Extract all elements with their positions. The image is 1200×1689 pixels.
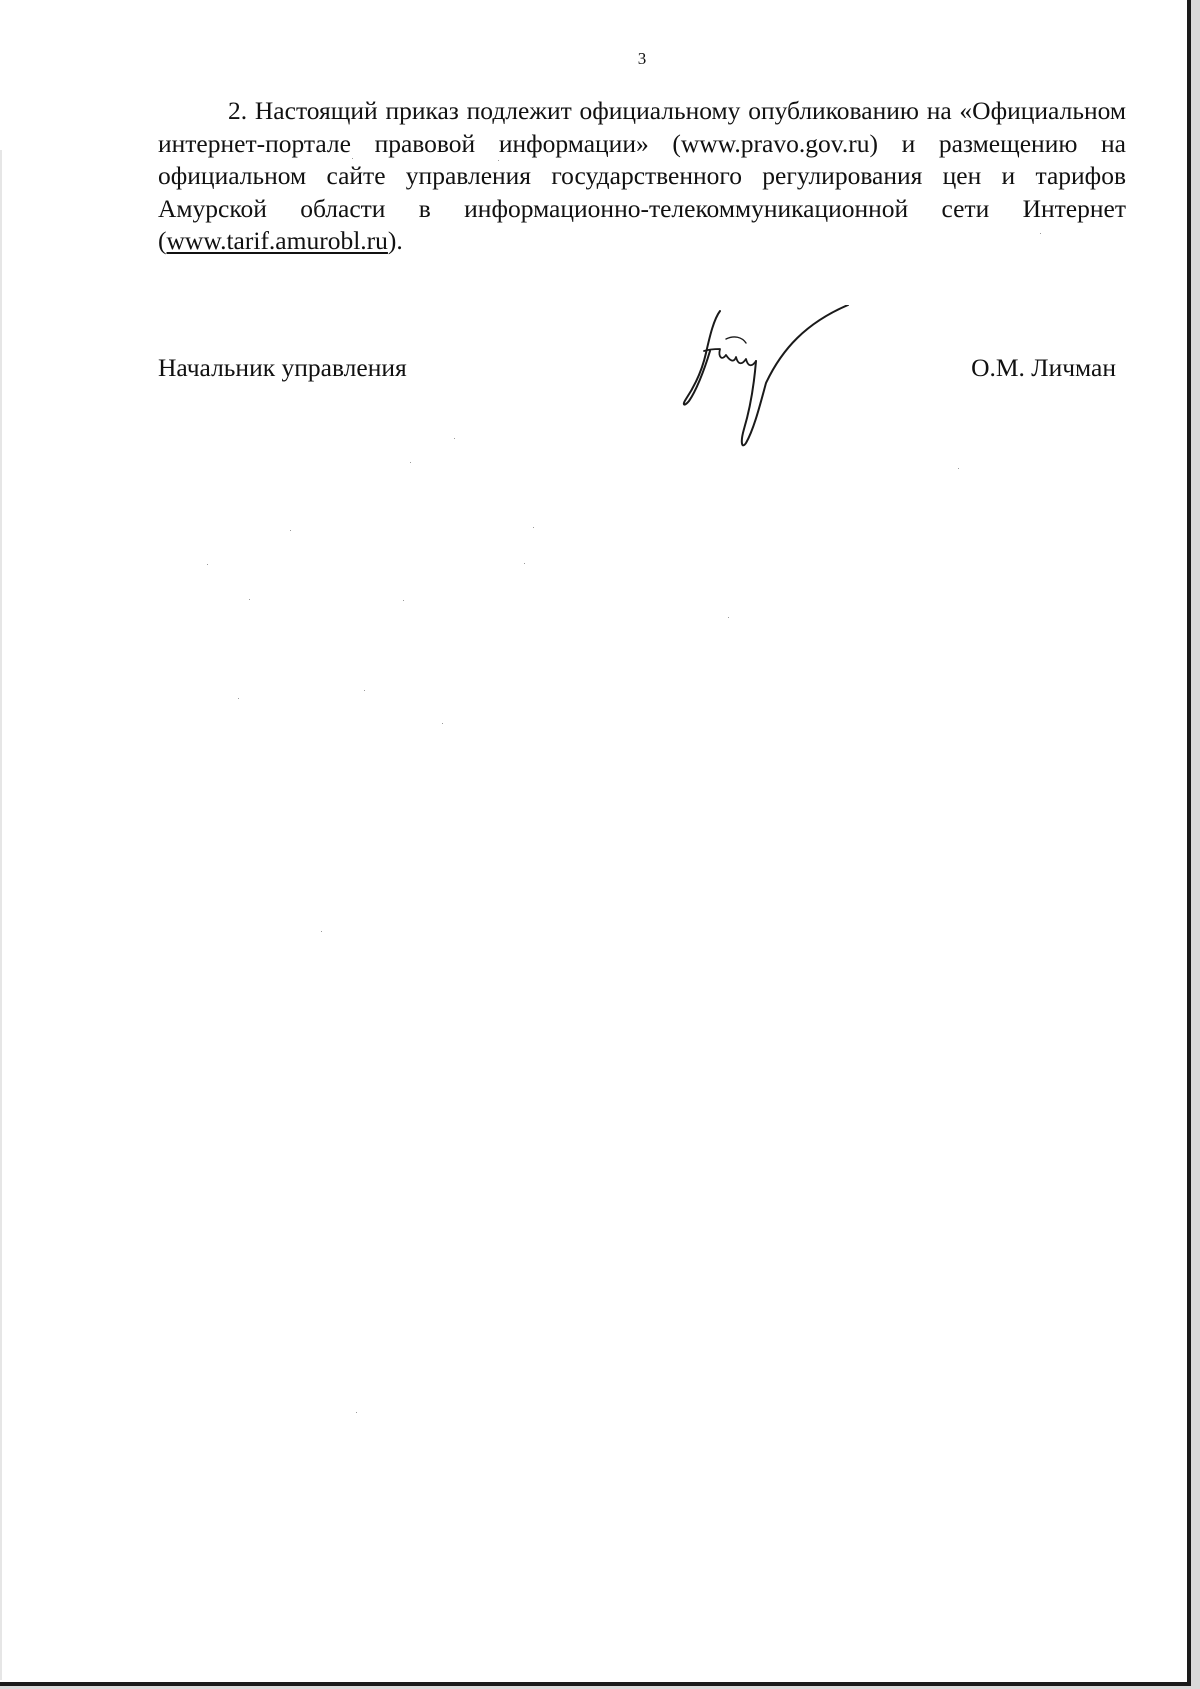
handwritten-signature	[680, 305, 855, 455]
scan-speck	[356, 1412, 357, 1413]
scan-speck	[352, 158, 353, 159]
order-paragraph-2	[158, 95, 1126, 258]
paragraph-text: 2. Настоящий приказ подлежит официальному опубликованию на «Официальном интернет-портале правовой информации» (www.pravo.gov.ru) и размещению на официальном сайте управления государственного регулирования цен и тарифов Амурской области в информационно-телекоммуникационной сети Интернет (	[158, 96, 1126, 255]
tariff-website-link[interactable]: www.tarif.amurobl.ru	[166, 226, 388, 255]
scan-speck	[728, 617, 729, 618]
scan-speck	[958, 468, 959, 469]
signer-name: О.М. Личман	[971, 353, 1116, 382]
paragraph-tail: ).	[387, 226, 403, 255]
scan-speck	[533, 527, 534, 528]
scan-edge-left	[0, 150, 2, 1680]
scan-speck	[410, 462, 411, 463]
scan-speck	[454, 438, 455, 439]
scan-speck	[321, 931, 322, 932]
scan-speck	[364, 690, 365, 691]
scan-speck	[1040, 233, 1041, 234]
scan-speck	[249, 599, 250, 600]
position-title: Начальник управления	[158, 353, 407, 382]
scan-speck	[403, 600, 404, 601]
page-number: 3	[637, 49, 647, 68]
scan-speck	[524, 563, 525, 564]
scan-speck	[207, 564, 208, 565]
scan-speck	[290, 530, 291, 531]
scan-speck	[498, 160, 499, 161]
scan-speck	[238, 698, 239, 699]
signature-block	[158, 351, 1116, 387]
scan-margin-right	[1191, 0, 1200, 1689]
scan-speck	[442, 723, 443, 724]
